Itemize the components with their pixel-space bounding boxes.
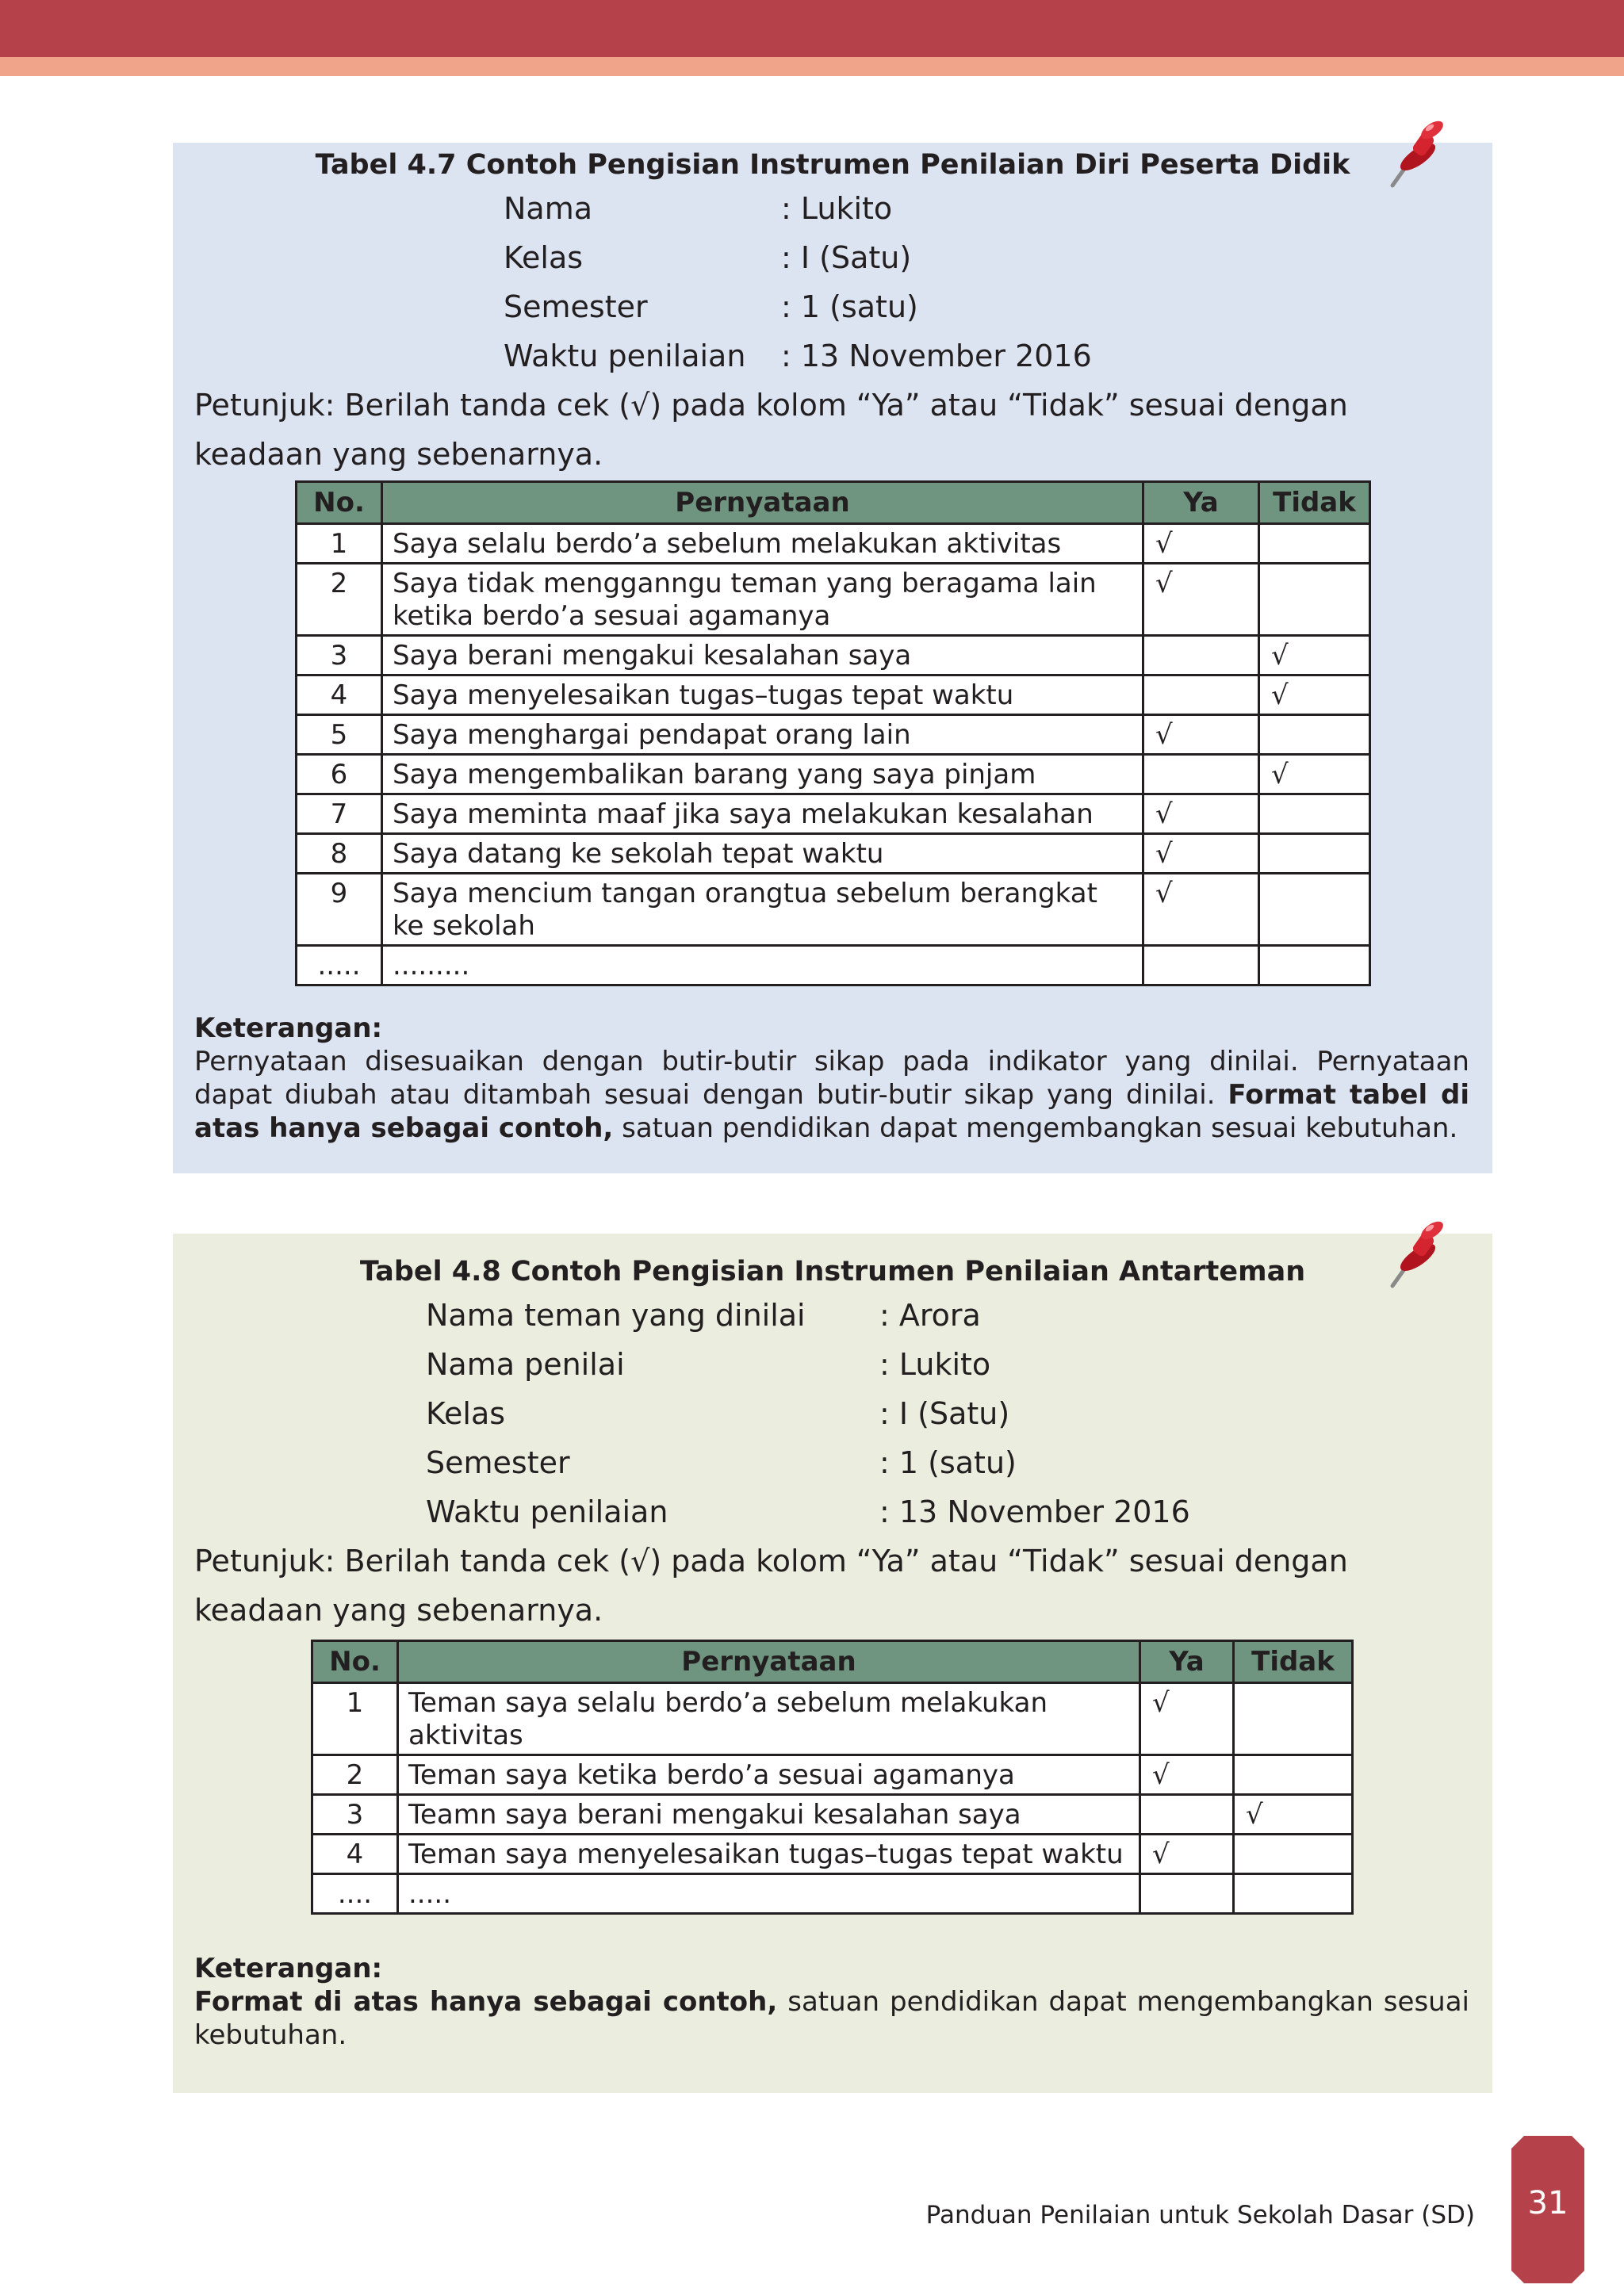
header-statement: Pernyataan bbox=[382, 482, 1143, 524]
row-no-check: √ bbox=[1259, 636, 1370, 675]
row-statement: Saya selalu berdo’a sebelum melakukan aktivitas bbox=[382, 524, 1143, 564]
info-label: Nama penilai bbox=[426, 1347, 625, 1382]
row-statement: Teamn saya berani mengakui kesalahan saya bbox=[398, 1795, 1140, 1835]
row-yes-check: √ bbox=[1143, 524, 1259, 564]
table-row bbox=[312, 1874, 1353, 1914]
info-row-waktu bbox=[426, 1487, 1219, 1536]
instruction-text: Petunjuk: Berilah tanda cek (√) pada kolom “Ya” atau “Tidak” sesuai dengan keadaan yang sebenarnya. bbox=[194, 1544, 1348, 1628]
row-statement: Saya tidak mengganngu teman yang beragama lain ketika berdo’a sesuai agamanya bbox=[382, 564, 1143, 636]
instruction-text: Petunjuk: Berilah tanda cek (√) pada kolom “Ya” atau “Tidak” sesuai dengan keadaan yang sebenarnya. bbox=[194, 388, 1348, 472]
row-number: 1 bbox=[312, 1683, 398, 1755]
row-no-check bbox=[1259, 564, 1370, 636]
row-no-check: √ bbox=[1259, 675, 1370, 715]
info-label: Semester bbox=[504, 289, 648, 324]
note-text: satuan pendidikan dapat mengembangkan sesuai kebutuhan. bbox=[194, 1986, 1469, 2051]
table-row bbox=[312, 1835, 1353, 1874]
row-statement: Saya menyelesaikan tugas–tugas tepat waktu bbox=[382, 675, 1143, 715]
info-label: Nama teman yang dinilai bbox=[426, 1298, 806, 1333]
info-value: : I (Satu) bbox=[879, 1396, 1010, 1431]
table-row bbox=[297, 636, 1370, 675]
note-text: satuan pendidikan dapat mengembangkan sesuai kebutuhan. bbox=[613, 1112, 1458, 1144]
row-statement: Teman saya selalu berdo’a sebelum melakukan aktivitas bbox=[398, 1683, 1140, 1755]
header-no-col: Tidak bbox=[1234, 1641, 1353, 1683]
note-text: Pernyataan disesuaikan dengan butir-butir sikap pada indikator yang dinilai. Pernyataan dapat diubah atau ditambah sesuai dengan butir-butir sikap yang dinilai. bbox=[194, 1046, 1469, 1111]
info-row-semester bbox=[504, 282, 1217, 331]
row-number: 3 bbox=[312, 1795, 398, 1835]
table-header-row bbox=[297, 482, 1370, 524]
info-row-nama-penilai bbox=[426, 1340, 1219, 1389]
row-yes-check bbox=[1140, 1795, 1234, 1835]
row-statement: ..... bbox=[398, 1874, 1140, 1914]
info-value: : 1 (satu) bbox=[879, 1445, 1017, 1480]
row-yes-check: √ bbox=[1140, 1835, 1234, 1874]
row-number: 5 bbox=[297, 715, 382, 755]
table-row bbox=[297, 755, 1370, 794]
row-yes-check: √ bbox=[1143, 715, 1259, 755]
info-row-waktu bbox=[504, 331, 1217, 381]
header-statement: Pernyataan bbox=[398, 1641, 1140, 1683]
row-statement: Saya mencium tangan orangtua sebelum berangkat ke sekolah bbox=[382, 874, 1143, 946]
info-label: Waktu penilaian bbox=[426, 1494, 668, 1529]
note-body bbox=[194, 1045, 1469, 1145]
info-row-semester bbox=[426, 1438, 1219, 1487]
row-no-check bbox=[1259, 874, 1370, 946]
row-yes-check: √ bbox=[1143, 834, 1259, 874]
row-yes-check: √ bbox=[1143, 564, 1259, 636]
table-4-8-note bbox=[194, 1952, 1469, 2052]
table-title: Tabel 4.8 Contoh Pengisian Instrumen Penilaian Antarteman bbox=[359, 1256, 1306, 1288]
table-row bbox=[297, 874, 1370, 946]
row-yes-check: √ bbox=[1143, 794, 1259, 834]
table-row bbox=[297, 834, 1370, 874]
table-4-7-panel bbox=[173, 143, 1492, 1173]
table-row bbox=[297, 794, 1370, 834]
row-number: 3 bbox=[297, 636, 382, 675]
info-value: : 1 (satu) bbox=[781, 289, 918, 324]
row-statement: Saya berani mengakui kesalahan saya bbox=[382, 636, 1143, 675]
row-no-check bbox=[1259, 834, 1370, 874]
table-row bbox=[297, 564, 1370, 636]
info-label: Semester bbox=[426, 1445, 570, 1480]
note-body bbox=[194, 1985, 1469, 2052]
table-4-7-note bbox=[194, 1012, 1469, 1145]
self-assessment-table bbox=[295, 480, 1371, 986]
row-no-check bbox=[1259, 794, 1370, 834]
row-no-check bbox=[1259, 946, 1370, 985]
table-row bbox=[297, 715, 1370, 755]
info-label: Kelas bbox=[426, 1396, 506, 1431]
row-no-check: √ bbox=[1259, 755, 1370, 794]
row-yes-check: √ bbox=[1140, 1683, 1234, 1755]
header-no-col: Tidak bbox=[1259, 482, 1370, 524]
table-title: Tabel 4.7 Contoh Pengisian Instrumen Penilaian Diri Peserta Didik bbox=[315, 149, 1350, 181]
info-row-kelas bbox=[504, 233, 1217, 282]
header-no: No. bbox=[297, 482, 382, 524]
row-number: 9 bbox=[297, 874, 382, 946]
row-yes-check bbox=[1143, 946, 1259, 985]
row-yes-check bbox=[1143, 755, 1259, 794]
table-header-row bbox=[312, 1641, 1353, 1683]
info-row-kelas bbox=[426, 1389, 1219, 1438]
info-label: Nama bbox=[504, 191, 593, 226]
row-number: 1 bbox=[297, 524, 382, 564]
page-number: 31 bbox=[1527, 2185, 1568, 2221]
info-label: Waktu penilaian bbox=[504, 339, 746, 373]
note-bold-text: Format di atas hanya sebagai contoh, bbox=[194, 1986, 778, 2018]
row-yes-check: √ bbox=[1140, 1755, 1234, 1795]
header-band bbox=[0, 0, 1624, 57]
info-label: Kelas bbox=[504, 240, 584, 275]
header-yes: Ya bbox=[1143, 482, 1259, 524]
row-number: 4 bbox=[297, 675, 382, 715]
row-number: .... bbox=[312, 1874, 398, 1914]
header-yes: Ya bbox=[1140, 1641, 1234, 1683]
peer-assessment-table bbox=[311, 1640, 1354, 1915]
info-value: : I (Satu) bbox=[781, 240, 912, 275]
row-statement: Saya menghargai pendapat orang lain bbox=[382, 715, 1143, 755]
footer-book-title: Panduan Penilaian untuk Sekolah Dasar (SD) bbox=[925, 2201, 1475, 2229]
row-no-check bbox=[1259, 524, 1370, 564]
row-yes-check: √ bbox=[1143, 874, 1259, 946]
info-row-nama-teman bbox=[426, 1291, 1219, 1340]
table-row bbox=[312, 1683, 1353, 1755]
row-number: ..... bbox=[297, 946, 382, 985]
row-statement: Teman saya ketika berdo’a sesuai agamanya bbox=[398, 1755, 1140, 1795]
row-no-check: √ bbox=[1234, 1795, 1353, 1835]
row-no-check bbox=[1234, 1835, 1353, 1874]
note-heading: Keterangan: bbox=[194, 1012, 383, 1044]
note-heading: Keterangan: bbox=[194, 1953, 383, 1984]
row-statement: ......... bbox=[382, 946, 1143, 985]
header-accent-band bbox=[0, 57, 1624, 76]
header-no: No. bbox=[312, 1641, 398, 1683]
info-value: : Lukito bbox=[781, 191, 893, 226]
table-row bbox=[312, 1795, 1353, 1835]
row-yes-check bbox=[1143, 636, 1259, 675]
info-value: : Lukito bbox=[879, 1347, 991, 1382]
note-bold-text: Format tabel di atas hanya sebagai contoh, bbox=[194, 1079, 1469, 1144]
row-yes-check bbox=[1143, 675, 1259, 715]
row-statement: Teman saya menyelesaikan tugas–tugas tepat waktu bbox=[398, 1835, 1140, 1874]
row-number: 8 bbox=[297, 834, 382, 874]
row-number: 2 bbox=[312, 1755, 398, 1795]
row-statement: Saya mengembalikan barang yang saya pinjam bbox=[382, 755, 1143, 794]
row-yes-check bbox=[1140, 1874, 1234, 1914]
info-row-nama bbox=[504, 184, 1217, 233]
table-4-8-panel bbox=[173, 1234, 1492, 2093]
row-statement: Saya meminta maaf jika saya melakukan kesalahan bbox=[382, 794, 1143, 834]
table-row bbox=[312, 1755, 1353, 1795]
row-number: 6 bbox=[297, 755, 382, 794]
row-no-check bbox=[1259, 715, 1370, 755]
table-row bbox=[297, 675, 1370, 715]
row-number: 4 bbox=[312, 1835, 398, 1874]
row-statement: Saya datang ke sekolah tepat waktu bbox=[382, 834, 1143, 874]
row-no-check bbox=[1234, 1874, 1353, 1914]
info-value: : 13 November 2016 bbox=[879, 1494, 1190, 1529]
row-number: 2 bbox=[297, 564, 382, 636]
table-row bbox=[297, 524, 1370, 564]
row-no-check bbox=[1234, 1755, 1353, 1795]
row-number: 7 bbox=[297, 794, 382, 834]
info-value: : Arora bbox=[879, 1298, 981, 1333]
table-row bbox=[297, 946, 1370, 985]
info-value: : 13 November 2016 bbox=[781, 339, 1092, 373]
row-no-check bbox=[1234, 1683, 1353, 1755]
